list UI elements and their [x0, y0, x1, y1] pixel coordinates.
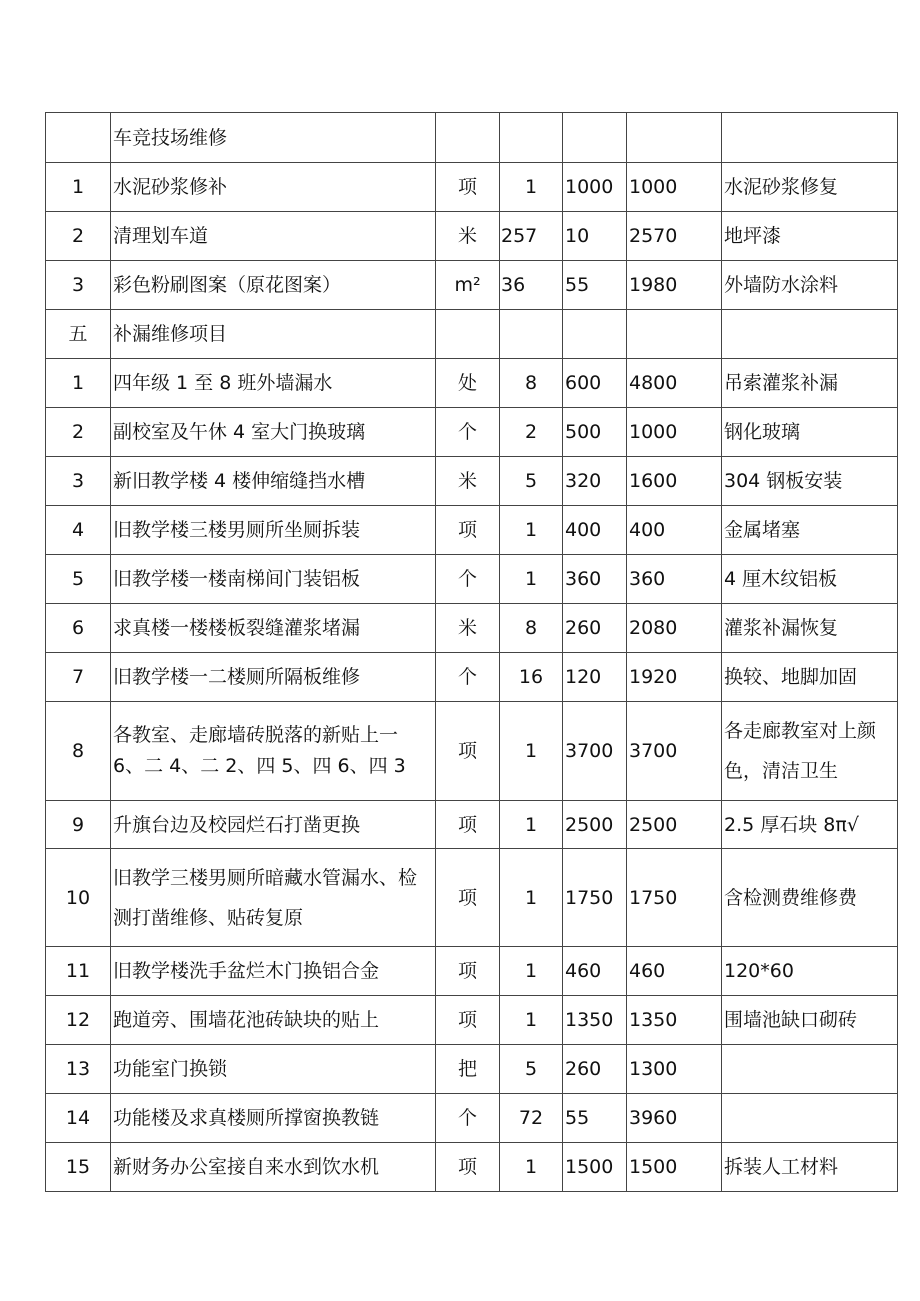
cell-qty: 1	[500, 163, 563, 212]
table-row	[46, 163, 898, 212]
cell-note: 2.5 厚石块 8π√	[722, 801, 898, 849]
cell-price	[563, 113, 627, 163]
cell-name	[111, 702, 436, 801]
table-row	[46, 113, 898, 163]
table-row	[46, 947, 898, 996]
cell-name: 补漏维修项目	[111, 310, 436, 359]
cell-price: 2500	[563, 801, 627, 849]
table-row	[46, 506, 898, 555]
cell-unit: 米	[436, 212, 500, 261]
cell-name: 清理划车道	[111, 212, 436, 261]
cell-name: 新财务办公室接自来水到饮水机	[111, 1143, 436, 1192]
cell-total: 400	[627, 506, 722, 555]
cell-total: 1750	[627, 849, 722, 947]
cell-total: 460	[627, 947, 722, 996]
cell-unit: 项	[436, 849, 500, 947]
cell-price: 500	[563, 408, 627, 457]
cell-unit: 项	[436, 702, 500, 801]
cell-no: 5	[46, 555, 111, 604]
cell-note: 围墙池缺口砌砖	[722, 996, 898, 1045]
cell-unit: 米	[436, 457, 500, 506]
cell-note-text: 各走廊教室对上颜色，清洁卫生	[724, 720, 877, 782]
cell-name: 升旗台边及校园烂石打凿更换	[111, 801, 436, 849]
cell-no: 7	[46, 653, 111, 702]
cell-unit: 米	[436, 604, 500, 653]
cell-price: 1350	[563, 996, 627, 1045]
cell-price: 1000	[563, 163, 627, 212]
cell-unit: 项	[436, 801, 500, 849]
cell-qty	[500, 113, 563, 163]
cell-no: 2	[46, 212, 111, 261]
cell-unit: 个	[436, 408, 500, 457]
table-row	[46, 702, 898, 801]
cell-name: 跑道旁、围墙花池砖缺块的贴上	[111, 996, 436, 1045]
cell-note: 外墙防水涂料	[722, 261, 898, 310]
cell-no: 11	[46, 947, 111, 996]
table-row	[46, 996, 898, 1045]
cell-price: 260	[563, 1045, 627, 1094]
cell-qty: 36	[500, 261, 563, 310]
cell-total: 1350	[627, 996, 722, 1045]
cell-unit	[436, 113, 500, 163]
cell-note: 钢化玻璃	[722, 408, 898, 457]
cell-note	[722, 1045, 898, 1094]
cell-unit: 把	[436, 1045, 500, 1094]
cell-qty: 8	[500, 359, 563, 408]
cell-price: 360	[563, 555, 627, 604]
cell-name-text: 旧教学三楼男厕所暗藏水管漏水、检测打凿维修、贴砖复原	[113, 866, 418, 929]
cell-qty: 1	[500, 947, 563, 996]
cell-qty: 16	[500, 653, 563, 702]
cell-name: 副校室及午休 4 室大门换玻璃	[111, 408, 436, 457]
cell-price: 600	[563, 359, 627, 408]
table-row	[46, 653, 898, 702]
cell-name	[111, 849, 436, 947]
cell-name: 功能室门换锁	[111, 1045, 436, 1094]
cell-name: 新旧教学楼 4 楼伸缩缝挡水槽	[111, 457, 436, 506]
cell-unit: 项	[436, 947, 500, 996]
cell-qty: 1	[500, 1143, 563, 1192]
cell-name: 求真楼一楼楼板裂缝灌浆堵漏	[111, 604, 436, 653]
table-row	[46, 1045, 898, 1094]
cell-note: 吊索灌浆补漏	[722, 359, 898, 408]
cell-total: 2080	[627, 604, 722, 653]
cell-total	[627, 310, 722, 359]
cell-name: 旧教学楼三楼男厕所坐厕拆装	[111, 506, 436, 555]
cell-no: 1	[46, 359, 111, 408]
cell-qty: 5	[500, 1045, 563, 1094]
table-row	[46, 604, 898, 653]
table-row	[46, 555, 898, 604]
cell-name-text: 各教室、走廊墙砖脱落的新贴上一 6、二 4、二 2、四 5、四 6、四 3	[113, 724, 406, 777]
cell-note: 水泥砂浆修复	[722, 163, 898, 212]
cell-price: 400	[563, 506, 627, 555]
cell-qty: 8	[500, 604, 563, 653]
cell-unit: 个	[436, 653, 500, 702]
cell-total: 3960	[627, 1094, 722, 1143]
cell-unit	[436, 310, 500, 359]
cell-total: 1920	[627, 653, 722, 702]
cell-unit: 个	[436, 555, 500, 604]
cell-qty: 1	[500, 801, 563, 849]
cell-total: 2570	[627, 212, 722, 261]
cell-no: 15	[46, 1143, 111, 1192]
cell-no: 3	[46, 261, 111, 310]
cell-note: 拆装人工材料	[722, 1143, 898, 1192]
table-row	[46, 212, 898, 261]
table-row	[46, 408, 898, 457]
cell-no: 10	[46, 849, 111, 947]
cell-unit: 个	[436, 1094, 500, 1143]
cell-total: 1300	[627, 1045, 722, 1094]
cell-total: 3700	[627, 702, 722, 801]
cell-total: 1600	[627, 457, 722, 506]
cell-note: 4 厘木纹铝板	[722, 555, 898, 604]
cell-price: 1750	[563, 849, 627, 947]
cell-name: 旧教学楼一楼南梯间门装铝板	[111, 555, 436, 604]
cell-qty: 2	[500, 408, 563, 457]
cell-total: 1000	[627, 408, 722, 457]
table-row	[46, 457, 898, 506]
cell-no: 13	[46, 1045, 111, 1094]
cell-no	[46, 113, 111, 163]
table-row	[46, 849, 898, 947]
cell-qty: 1	[500, 506, 563, 555]
cell-qty: 257	[500, 212, 563, 261]
cell-note	[722, 113, 898, 163]
table-row	[46, 1143, 898, 1192]
cell-note: 120*60	[722, 947, 898, 996]
cell-unit: 项	[436, 1143, 500, 1192]
cell-price: 1500	[563, 1143, 627, 1192]
table-row	[46, 261, 898, 310]
cell-name: 四年级 1 至 8 班外墙漏水	[111, 359, 436, 408]
cell-price: 120	[563, 653, 627, 702]
repair-items-table	[45, 112, 898, 1192]
cell-note	[722, 310, 898, 359]
cell-price: 320	[563, 457, 627, 506]
cell-price: 3700	[563, 702, 627, 801]
cell-unit: 项	[436, 506, 500, 555]
cell-qty: 1	[500, 996, 563, 1045]
cell-total: 1000	[627, 163, 722, 212]
cell-name: 车竞技场维修	[111, 113, 436, 163]
cell-note: 地坪漆	[722, 212, 898, 261]
cell-name: 旧教学楼一二楼厕所隔板维修	[111, 653, 436, 702]
cell-total: 2500	[627, 801, 722, 849]
cell-price: 55	[563, 1094, 627, 1143]
cell-no: 9	[46, 801, 111, 849]
cell-price: 260	[563, 604, 627, 653]
cell-unit: 处	[436, 359, 500, 408]
cell-no: 8	[46, 702, 111, 801]
cell-qty: 5	[500, 457, 563, 506]
cell-no: 6	[46, 604, 111, 653]
cell-note: 换较、地脚加固	[722, 653, 898, 702]
cell-note: 304 钢板安装	[722, 457, 898, 506]
table-row	[46, 801, 898, 849]
cell-price	[563, 310, 627, 359]
table-row	[46, 1094, 898, 1143]
cell-note: 含检测费维修费	[722, 849, 898, 947]
cell-no: 14	[46, 1094, 111, 1143]
cell-no: 4	[46, 506, 111, 555]
cell-no: 3	[46, 457, 111, 506]
cell-name: 水泥砂浆修补	[111, 163, 436, 212]
cell-note: 灌浆补漏恢复	[722, 604, 898, 653]
cell-qty: 1	[500, 849, 563, 947]
cell-note	[722, 1094, 898, 1143]
cell-qty: 72	[500, 1094, 563, 1143]
cell-price: 10	[563, 212, 627, 261]
cell-total: 4800	[627, 359, 722, 408]
cell-no: 五	[46, 310, 111, 359]
cell-qty: 1	[500, 702, 563, 801]
cell-no: 1	[46, 163, 111, 212]
cell-unit: m²	[436, 261, 500, 310]
cell-total	[627, 113, 722, 163]
cell-name: 功能楼及求真楼厕所撑窗换教链	[111, 1094, 436, 1143]
table-row	[46, 310, 898, 359]
cell-total: 1500	[627, 1143, 722, 1192]
cell-unit: 项	[436, 163, 500, 212]
cell-no: 2	[46, 408, 111, 457]
cell-name: 旧教学楼洗手盆烂木门换铝合金	[111, 947, 436, 996]
cell-total: 1980	[627, 261, 722, 310]
cell-no: 12	[46, 996, 111, 1045]
cell-note	[722, 702, 898, 801]
cell-price: 460	[563, 947, 627, 996]
cell-price: 55	[563, 261, 627, 310]
cell-qty: 1	[500, 555, 563, 604]
cell-unit: 项	[436, 996, 500, 1045]
cell-total: 360	[627, 555, 722, 604]
cell-name: 彩色粉刷图案（原花图案）	[111, 261, 436, 310]
cell-note: 金属堵塞	[722, 506, 898, 555]
table-row	[46, 359, 898, 408]
cell-qty	[500, 310, 563, 359]
